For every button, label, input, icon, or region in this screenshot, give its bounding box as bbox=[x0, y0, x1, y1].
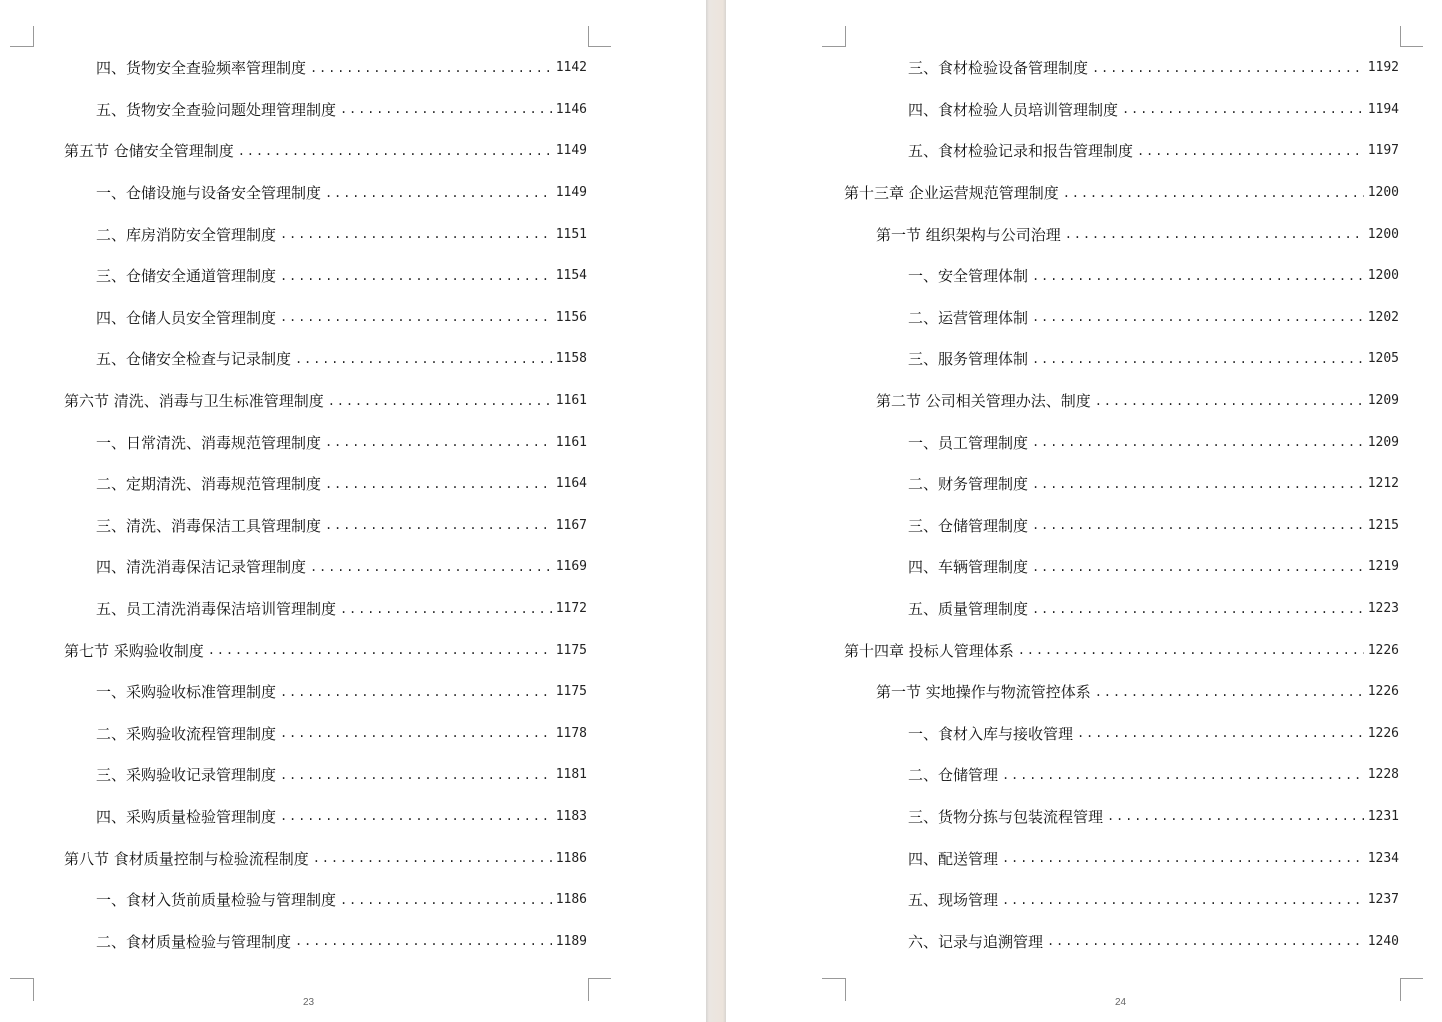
toc-entry[interactable] bbox=[64, 297, 587, 339]
toc-entry-page: 1181 bbox=[555, 767, 587, 783]
toc-leader-dots bbox=[280, 809, 552, 823]
toc-leader-dots bbox=[325, 477, 552, 491]
toc-entry-title: 五、货物安全查验问题处理管理制度 bbox=[96, 100, 337, 119]
toc-entry-page: 1154 bbox=[555, 268, 587, 284]
toc-leader-dots bbox=[1092, 61, 1364, 75]
toc-entry-page: 1226 bbox=[1367, 642, 1399, 658]
crop-mark bbox=[822, 26, 846, 47]
document-page-right bbox=[726, 0, 1442, 1022]
toc-entry-page: 1186 bbox=[555, 850, 587, 866]
document-page-left bbox=[0, 0, 706, 1022]
toc-leader-dots bbox=[310, 560, 552, 574]
crop-mark bbox=[588, 978, 611, 1001]
toc-entry-page: 1158 bbox=[555, 351, 587, 367]
toc-entry-page: 1237 bbox=[1367, 892, 1399, 908]
toc-entry-page: 1240 bbox=[1367, 933, 1399, 949]
toc-entry[interactable] bbox=[844, 338, 1399, 380]
toc-leader-dots bbox=[1032, 518, 1364, 532]
toc-leader-dots bbox=[1077, 726, 1364, 740]
toc-entry[interactable] bbox=[844, 837, 1399, 879]
toc-entry-title: 一、食材入货前质量检验与管理制度 bbox=[96, 891, 337, 910]
toc-entry-title: 四、食材检验人员培训管理制度 bbox=[908, 100, 1119, 119]
toc-leader-dots bbox=[340, 102, 552, 116]
toc-entry[interactable] bbox=[64, 920, 587, 962]
toc-entry[interactable] bbox=[64, 255, 587, 297]
toc-leader-dots bbox=[1107, 809, 1364, 823]
toc-entry-title: 第十四章 投标人管理体系 bbox=[844, 641, 1014, 660]
toc-entry-page: 1223 bbox=[1367, 601, 1399, 617]
toc-entry-page: 1161 bbox=[555, 393, 587, 409]
toc-leader-dots bbox=[1032, 310, 1364, 324]
toc-leader-dots bbox=[280, 269, 552, 283]
toc-entry-page: 1212 bbox=[1367, 476, 1399, 492]
toc-entry-title: 四、车辆管理制度 bbox=[908, 558, 1029, 577]
toc-entry-page: 1183 bbox=[555, 808, 587, 824]
toc-entry[interactable] bbox=[64, 338, 587, 380]
toc-entry[interactable] bbox=[844, 754, 1399, 796]
toc-leader-dots bbox=[238, 144, 552, 158]
toc-entry-title: 三、服务管理体制 bbox=[908, 350, 1029, 369]
toc-entry-title: 四、采购质量检验管理制度 bbox=[96, 807, 277, 826]
toc-entry-title: 第八节 食材质量控制与检验流程制度 bbox=[64, 849, 309, 868]
toc-entry-page: 1167 bbox=[555, 517, 587, 533]
toc-leader-dots bbox=[280, 227, 552, 241]
toc-entry-page: 1192 bbox=[1367, 60, 1399, 76]
toc-entry-title: 五、现场管理 bbox=[908, 891, 999, 910]
toc-leader-dots bbox=[1032, 560, 1364, 574]
toc-entry-page: 1200 bbox=[1367, 226, 1399, 242]
toc-leader-dots bbox=[1122, 102, 1364, 116]
toc-entry-title: 四、配送管理 bbox=[908, 849, 999, 868]
toc-entry-page: 1156 bbox=[555, 309, 587, 325]
toc-leader-dots bbox=[1002, 851, 1364, 865]
toc-leader-dots bbox=[328, 394, 552, 408]
toc-entry-page: 1189 bbox=[555, 933, 587, 949]
toc-leader-dots bbox=[1018, 643, 1364, 657]
toc-entry[interactable] bbox=[64, 629, 587, 671]
toc-entry-page: 1226 bbox=[1367, 684, 1399, 700]
toc-entry-title: 三、仓储安全通道管理制度 bbox=[96, 267, 277, 286]
toc-entry[interactable] bbox=[844, 172, 1399, 214]
toc-leader-dots bbox=[1032, 352, 1364, 366]
toc-leader-dots bbox=[280, 726, 552, 740]
crop-mark bbox=[10, 26, 34, 47]
toc-entry-page: 1197 bbox=[1367, 143, 1399, 159]
toc-leader-dots bbox=[1032, 435, 1364, 449]
toc-entry-title: 二、采购验收流程管理制度 bbox=[96, 724, 277, 743]
toc-entry-page: 1226 bbox=[1367, 725, 1399, 741]
toc-entry[interactable] bbox=[64, 421, 587, 463]
crop-mark bbox=[588, 26, 611, 47]
toc-entry-page: 1172 bbox=[555, 601, 587, 617]
toc-leader-dots bbox=[1047, 934, 1364, 948]
toc-entry-page: 1215 bbox=[1367, 517, 1399, 533]
page-gutter bbox=[706, 0, 726, 1022]
toc-leader-dots bbox=[1002, 893, 1364, 907]
toc-entry[interactable] bbox=[844, 546, 1399, 588]
toc-entry[interactable] bbox=[844, 920, 1399, 962]
toc-leader-dots bbox=[1032, 269, 1364, 283]
toc-entry-page: 1175 bbox=[555, 642, 587, 658]
toc-leader-dots bbox=[295, 352, 552, 366]
toc-entry-page: 1205 bbox=[1367, 351, 1399, 367]
toc-entry-page: 1151 bbox=[555, 226, 587, 242]
table-of-contents bbox=[64, 47, 587, 962]
toc-entry-title: 二、食材质量检验与管理制度 bbox=[96, 932, 292, 951]
page-number: 24 bbox=[1115, 997, 1127, 1008]
toc-entry-title: 二、仓储管理 bbox=[908, 766, 999, 785]
toc-entry-page: 1209 bbox=[1367, 393, 1399, 409]
toc-entry[interactable] bbox=[64, 380, 587, 422]
toc-entry[interactable] bbox=[64, 172, 587, 214]
crop-mark bbox=[1400, 978, 1423, 1001]
toc-entry-page: 1142 bbox=[555, 60, 587, 76]
toc-entry-title: 一、日常清洗、消毒规范管理制度 bbox=[96, 433, 322, 452]
toc-entry-title: 二、财务管理制度 bbox=[908, 475, 1029, 494]
toc-entry-title: 三、货物分拣与包装流程管理 bbox=[908, 807, 1104, 826]
toc-entry[interactable] bbox=[64, 213, 587, 255]
toc-entry-title: 第七节 采购验收制度 bbox=[64, 641, 204, 660]
toc-entry-title: 一、采购验收标准管理制度 bbox=[96, 683, 277, 702]
toc-leader-dots bbox=[325, 518, 552, 532]
toc-entry-page: 1161 bbox=[555, 434, 587, 450]
toc-entry-title: 第二节 公司相关管理办法、制度 bbox=[876, 392, 1091, 411]
toc-entry[interactable] bbox=[844, 297, 1399, 339]
toc-entry-page: 1186 bbox=[555, 892, 587, 908]
toc-entry[interactable] bbox=[64, 588, 587, 630]
crop-mark bbox=[1400, 26, 1423, 47]
toc-entry-title: 三、清洗、消毒保洁工具管理制度 bbox=[96, 516, 322, 535]
toc-leader-dots bbox=[325, 435, 552, 449]
toc-entry-title: 四、仓储人员安全管理制度 bbox=[96, 308, 277, 327]
toc-leader-dots bbox=[313, 851, 552, 865]
toc-leader-dots bbox=[1002, 768, 1364, 782]
toc-leader-dots bbox=[1095, 394, 1364, 408]
toc-leader-dots bbox=[340, 602, 552, 616]
toc-entry[interactable] bbox=[64, 879, 587, 921]
toc-entry-title: 第一节 实地操作与物流管控体系 bbox=[876, 683, 1091, 702]
toc-entry-title: 五、仓储安全检查与记录制度 bbox=[96, 350, 292, 369]
toc-entry-page: 1146 bbox=[555, 101, 587, 117]
toc-entry-page: 1209 bbox=[1367, 434, 1399, 450]
toc-entry[interactable] bbox=[844, 47, 1399, 89]
toc-entry-page: 1164 bbox=[555, 476, 587, 492]
toc-entry[interactable] bbox=[844, 879, 1399, 921]
toc-entry-title: 一、员工管理制度 bbox=[908, 433, 1029, 452]
toc-leader-dots bbox=[208, 643, 552, 657]
crop-mark bbox=[822, 978, 846, 1001]
toc-entry-title: 四、清洗消毒保洁记录管理制度 bbox=[96, 558, 307, 577]
toc-entry-title: 一、食材入库与接收管理 bbox=[908, 724, 1074, 743]
toc-entry[interactable] bbox=[64, 47, 587, 89]
toc-entry-title: 三、仓储管理制度 bbox=[908, 516, 1029, 535]
toc-leader-dots bbox=[1032, 602, 1364, 616]
toc-entry[interactable] bbox=[844, 380, 1399, 422]
toc-entry-title: 一、仓储设施与设备安全管理制度 bbox=[96, 184, 322, 203]
toc-entry-title: 第一节 组织架构与公司治理 bbox=[876, 225, 1061, 244]
toc-entry-title: 五、员工清洗消毒保洁培训管理制度 bbox=[96, 600, 337, 619]
toc-entry[interactable] bbox=[844, 130, 1399, 172]
toc-entry-title: 二、库房消防安全管理制度 bbox=[96, 225, 277, 244]
toc-entry[interactable] bbox=[844, 505, 1399, 547]
toc-entry-page: 1200 bbox=[1367, 268, 1399, 284]
toc-entry-page: 1149 bbox=[555, 143, 587, 159]
toc-entry-title: 第五节 仓储安全管理制度 bbox=[64, 142, 234, 161]
toc-leader-dots bbox=[340, 893, 552, 907]
toc-entry-title: 四、货物安全查验频率管理制度 bbox=[96, 59, 307, 78]
crop-mark bbox=[10, 978, 34, 1001]
toc-entry[interactable] bbox=[844, 713, 1399, 755]
toc-entry-title: 三、采购验收记录管理制度 bbox=[96, 766, 277, 785]
toc-leader-dots bbox=[310, 61, 552, 75]
toc-leader-dots bbox=[325, 186, 552, 200]
toc-entry-title: 第十三章 企业运营规范管理制度 bbox=[844, 184, 1059, 203]
toc-entry[interactable] bbox=[64, 837, 587, 879]
toc-entry-page: 1178 bbox=[555, 725, 587, 741]
toc-leader-dots bbox=[1095, 685, 1364, 699]
toc-entry[interactable] bbox=[844, 629, 1399, 671]
toc-entry[interactable] bbox=[844, 213, 1399, 255]
toc-entry[interactable] bbox=[64, 754, 587, 796]
toc-entry[interactable] bbox=[64, 89, 587, 131]
toc-entry-page: 1234 bbox=[1367, 850, 1399, 866]
toc-entry-title: 三、食材检验设备管理制度 bbox=[908, 59, 1089, 78]
toc-entry[interactable] bbox=[844, 671, 1399, 713]
toc-entry-page: 1219 bbox=[1367, 559, 1399, 575]
toc-leader-dots bbox=[1063, 186, 1364, 200]
toc-leader-dots bbox=[1065, 227, 1364, 241]
table-of-contents bbox=[844, 47, 1399, 962]
toc-leader-dots bbox=[1032, 477, 1364, 491]
toc-entry-title: 六、记录与追溯管理 bbox=[908, 932, 1044, 951]
toc-entry[interactable] bbox=[64, 505, 587, 547]
toc-leader-dots bbox=[280, 310, 552, 324]
toc-leader-dots bbox=[280, 685, 552, 699]
toc-entry-page: 1169 bbox=[555, 559, 587, 575]
toc-entry[interactable] bbox=[64, 546, 587, 588]
toc-entry-title: 第六节 清洗、消毒与卫生标准管理制度 bbox=[64, 392, 324, 411]
toc-leader-dots bbox=[295, 934, 552, 948]
toc-entry[interactable] bbox=[64, 713, 587, 755]
toc-entry[interactable] bbox=[844, 421, 1399, 463]
toc-entry-page: 1194 bbox=[1367, 101, 1399, 117]
toc-entry-page: 1149 bbox=[555, 185, 587, 201]
toc-entry[interactable] bbox=[844, 588, 1399, 630]
page-number: 23 bbox=[303, 997, 315, 1008]
toc-entry-title: 二、运营管理体制 bbox=[908, 308, 1029, 327]
toc-entry-page: 1200 bbox=[1367, 185, 1399, 201]
toc-entry-title: 五、食材检验记录和报告管理制度 bbox=[908, 142, 1134, 161]
toc-entry[interactable] bbox=[844, 463, 1399, 505]
toc-entry-title: 二、定期清洗、消毒规范管理制度 bbox=[96, 475, 322, 494]
toc-entry[interactable] bbox=[64, 463, 587, 505]
toc-entry[interactable] bbox=[844, 255, 1399, 297]
toc-entry-page: 1202 bbox=[1367, 309, 1399, 325]
toc-entry[interactable] bbox=[64, 796, 587, 838]
toc-entry-page: 1175 bbox=[555, 684, 587, 700]
toc-entry[interactable] bbox=[844, 89, 1399, 131]
toc-entry-page: 1228 bbox=[1367, 767, 1399, 783]
toc-entry-page: 1231 bbox=[1367, 808, 1399, 824]
toc-entry[interactable] bbox=[844, 796, 1399, 838]
toc-leader-dots bbox=[1137, 144, 1364, 158]
toc-entry[interactable] bbox=[64, 671, 587, 713]
toc-leader-dots bbox=[280, 768, 552, 782]
toc-entry-title: 五、质量管理制度 bbox=[908, 600, 1029, 619]
toc-entry[interactable] bbox=[64, 130, 587, 172]
toc-entry-title: 一、安全管理体制 bbox=[908, 267, 1029, 286]
